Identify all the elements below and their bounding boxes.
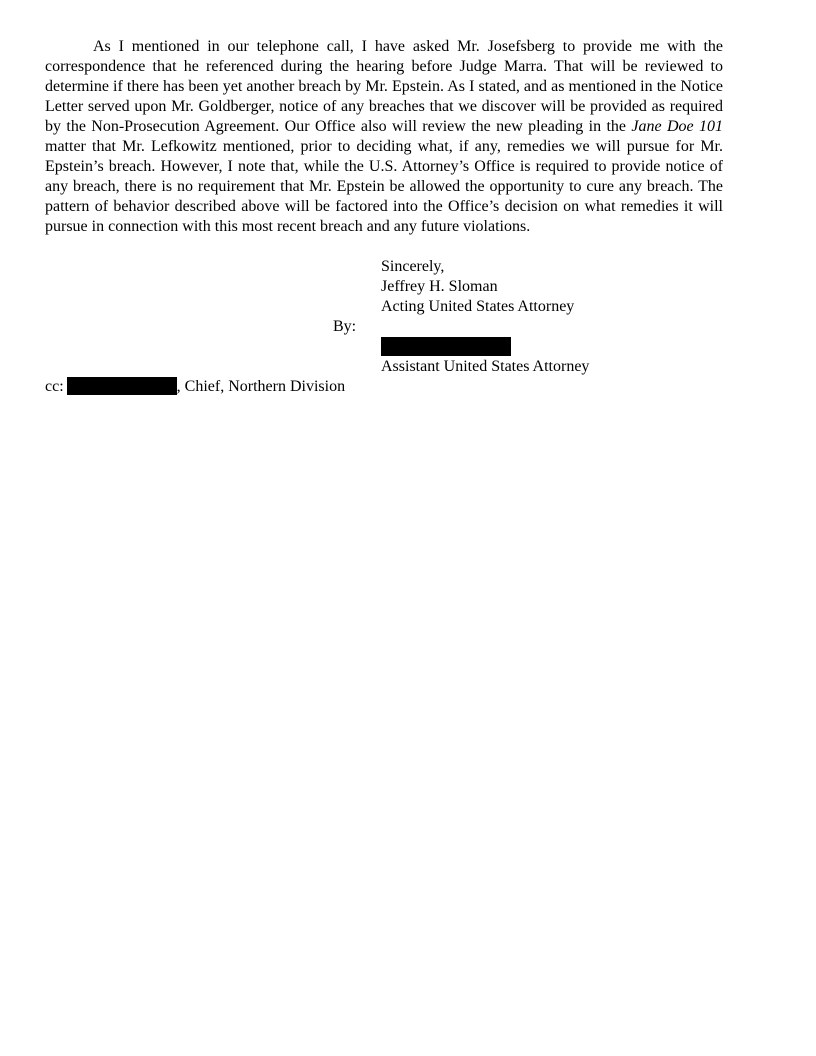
signatory-name: Jeffrey H. Sloman (381, 278, 498, 295)
by-label: By: (333, 318, 357, 335)
signer-name-redaction (381, 337, 511, 356)
cc-label: cc: (45, 378, 64, 395)
cc-name-redaction (67, 377, 177, 395)
signer-title: Assistant United States Attorney (381, 358, 590, 375)
paragraph-text-part-2: matter that Mr. Lefkowitz mentioned, prior to deciding what, if any, remedies we will pursue for Mr. Epstein’s breach. However, I note that, while the U.S. Attorney’s Office is required to provide notice of any breach, there is no requirement that Mr. Epstein be allowed the opportunity to cure any breach. The pattern of behavior described above will be factored into the Office’s decision on what remedies it will pursue in connection with this most recent breach and any future violations. (45, 138, 723, 235)
signature-closing: Sincerely, (381, 258, 445, 275)
signatory-title: Acting United States Attorney (381, 298, 575, 315)
paragraph-text-part-1: As I mentioned in our telephone call, I have asked Mr. Josefsberg to provide me with the correspondence that he referenced during the hearing before Judge Marra. That will be reviewed to determine if there has been yet another breach by Mr. Epstein. As I stated, and as mentioned in the Notice Letter served upon Mr. Goldberger, notice of any breaches that we discover will be provided as required by the Non-Prosecution Agreement. Our Office also will review the new pleading in the (45, 38, 723, 135)
cc-line (45, 377, 345, 397)
cc-suffix: , Chief, Northern Division (176, 378, 346, 395)
case-name: Jane Doe 101 (631, 118, 724, 135)
body-paragraph (45, 37, 723, 237)
